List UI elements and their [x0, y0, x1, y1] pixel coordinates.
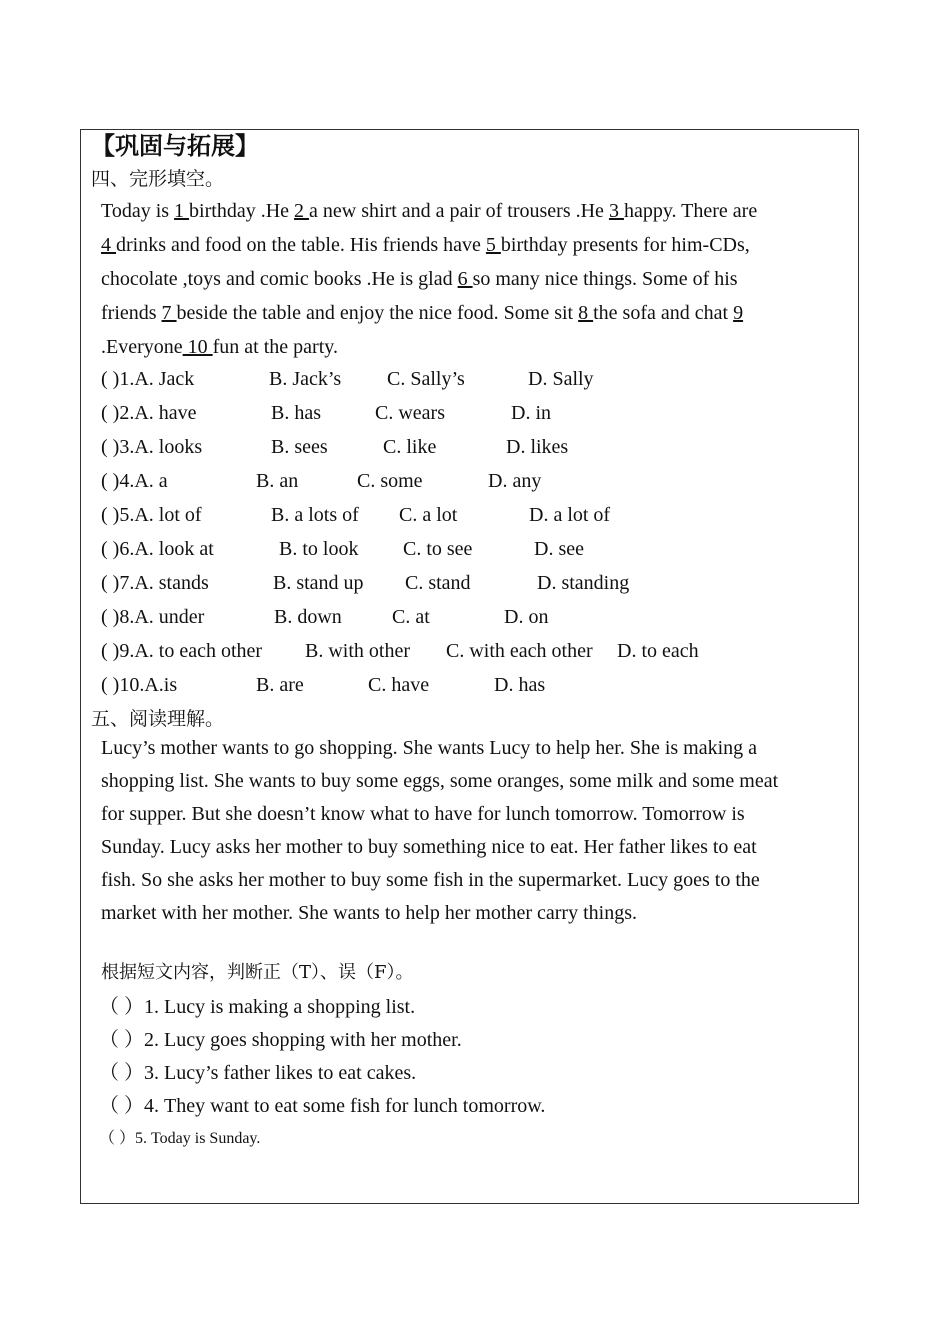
blank-4: 4 [101, 234, 116, 256]
blank-8: 8 [578, 302, 594, 324]
passage-line-1: Today is 1 birthday .He 2 a new shirt and a pair of trousers .He 3 happy. There are [101, 200, 758, 222]
question-4: ( )4.A. a B. an C. some D. any [101, 470, 542, 492]
tf-item-3: （ ）3. Lucy’s father likes to eat cakes. [99, 1062, 417, 1084]
question-2: ( )2.A. have B. has C. wears D. in [101, 402, 551, 424]
reading-line-4: Sunday. Lucy asks her mother to buy something nice to eat. Her father likes to eat [101, 836, 757, 858]
passage-line-2: 4 drinks and food on the table. His friends have 5 birthday presents for him-CDs, [101, 234, 750, 256]
tf-item-2: （ ）2. Lucy goes shopping with her mother. [99, 1029, 462, 1051]
reading-line-2: shopping list. She wants to buy some eggs, some oranges, some milk and some meat [101, 770, 779, 792]
blank-10: 10 [182, 336, 213, 358]
question-5: ( )5.A. lot of B. a lots of C. a lot D. a lot of [101, 504, 611, 526]
blank-2: 2 [294, 200, 310, 222]
tf-item-5: （ ）5. Today is Sunday. [99, 1130, 261, 1147]
exercise-frame [80, 129, 859, 1204]
blank-9: 9 [733, 302, 744, 324]
question-9: ( )9.A. to each other B. with other C. with each other D. to each [101, 640, 699, 662]
blank-1: 1 [174, 200, 190, 222]
reading-line-5: fish. So she asks her mother to buy some fish in the supermarket. Lucy goes to the [101, 869, 760, 891]
question-7: ( )7.A. stands B. stand up C. stand D. standing [101, 572, 630, 594]
blank-5: 5 [485, 234, 501, 256]
tf-instruction: 根据短文内容，判断正（T）、误（F）。 [101, 962, 414, 983]
question-10: ( )10.A.is B. are C. have D. has [101, 674, 546, 696]
blank-7: 7 [161, 302, 177, 324]
passage-line-3: chocolate ,toys and comic books .He is glad 6 so many nice things. Some of his [101, 268, 738, 290]
reading-line-3: for supper. But she doesn’t know what to have for lunch tomorrow. Tomorrow is [101, 803, 745, 825]
question-1: ( )1.A. Jack B. Jack’s C. Sally’s D. Sally [101, 368, 594, 390]
tf-item-4: （ ）4. They want to eat some fish for lunch tomorrow. [99, 1095, 546, 1117]
question-3: ( )3.A. looks B. sees C. like D. likes [101, 436, 569, 458]
question-8: ( )8.A. under B. down C. at D. on [101, 606, 549, 628]
passage-line-5: .Everyone 10 fun at the party. [101, 336, 338, 358]
section4-title: 四、完形填空。 [91, 168, 225, 190]
question-6: ( )6.A. look at B. to look C. to see D. see [101, 538, 584, 560]
blank-6: 6 [457, 268, 473, 290]
section-header: 【巩固与拓展】 [91, 132, 259, 160]
reading-line-6: market with her mother. She wants to help her mother carry things. [101, 902, 637, 924]
section5-title: 五、阅读理解。 [91, 708, 225, 730]
tf-item-1: （ ）1. Lucy is making a shopping list. [99, 996, 416, 1018]
reading-line-1: Lucy’s mother wants to go shopping. She wants Lucy to help her. She is making a [101, 737, 758, 759]
passage-line-4: friends 7 beside the table and enjoy the nice food. Some sit 8 the sofa and chat 9 [101, 302, 744, 324]
blank-3: 3 [608, 200, 624, 222]
